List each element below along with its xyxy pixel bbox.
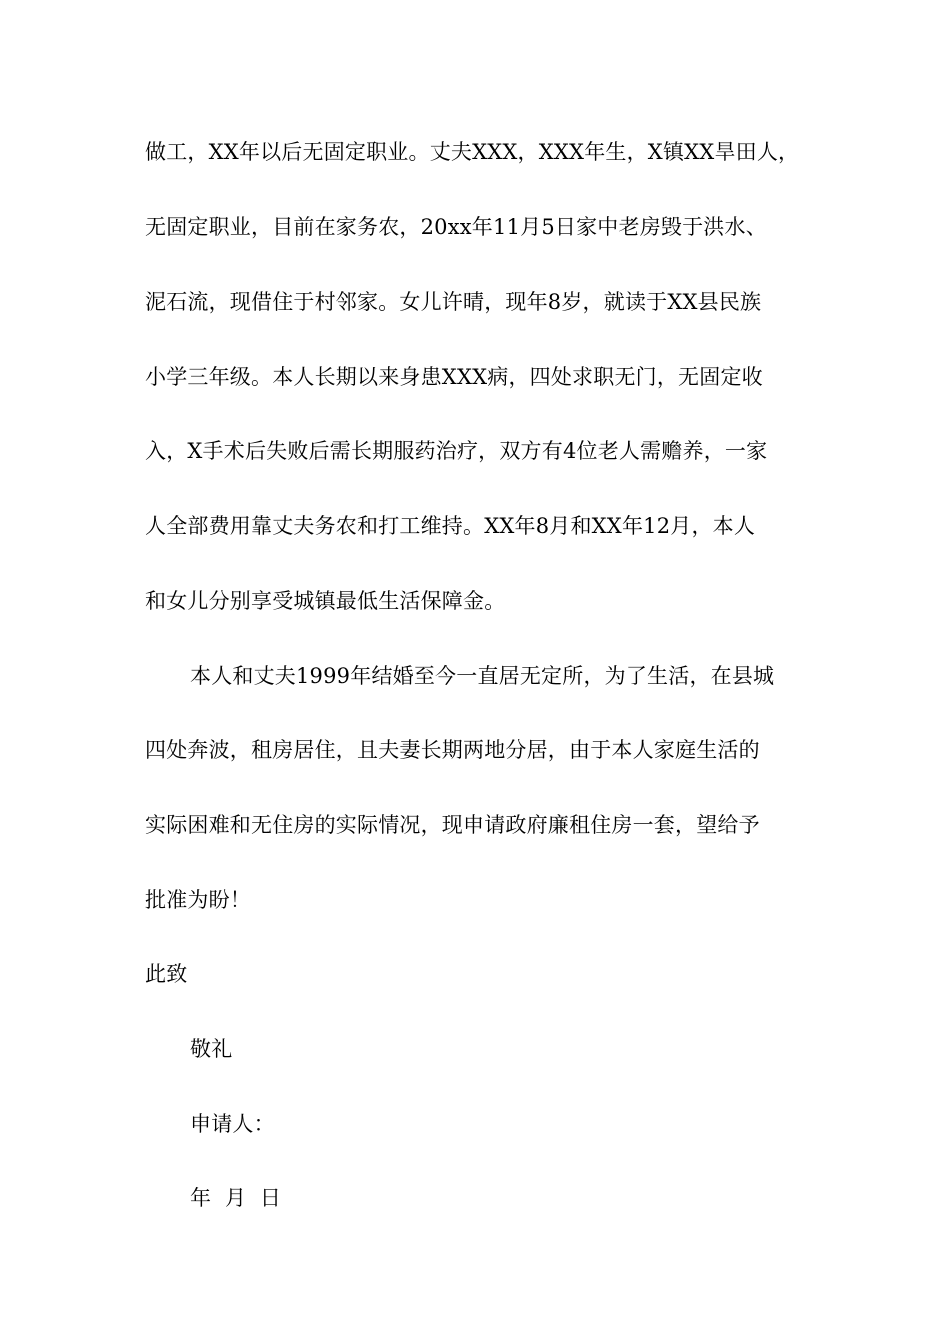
- paragraph-1-line-7: 和女儿分别享受城镇最低生活保障金。: [145, 589, 506, 613]
- paragraph-2-line-1: 本人和丈夫1999年结婚至今一直居无定所，为了生活，在县城: [190, 664, 775, 688]
- applicant-label: 申请人：: [190, 1112, 275, 1136]
- paragraph-1-line-6: 人全部费用靠丈夫务农和打工维持。XX年8月和XX年12月，本人: [145, 514, 756, 538]
- paragraph-2-line-3: 实际困难和无住房的实际情况，现申请政府廉租住房一套，望给予: [145, 813, 760, 837]
- paragraph-1-line-1: 做工，XX年以后无固定职业。丈夫XXX，XXX年生，X镇XX旱田人，: [145, 140, 800, 164]
- paragraph-1-line-3: 泥石流，现借住于村邻家。女儿许晴，现年8岁，就读于XX县民族: [145, 290, 762, 314]
- paragraph-1-line-4: 小学三年级。本人长期以来身患XXX病，四处求职无门，无固定收: [145, 365, 763, 389]
- paragraph-1-line-2: 无固定职业，目前在家务农，20xx年11月5日家中老房毁于洪水、: [145, 215, 767, 239]
- closing-text: 此致: [145, 962, 188, 986]
- paragraph-1-line-5: 入，X手术后失败后需长期服药治疗，双方有4位老人需赡养，一家: [145, 439, 768, 463]
- paragraph-2-line-4: 批准为盼！: [145, 888, 251, 912]
- salute-text: 敬礼: [190, 1037, 233, 1061]
- date-line: 年 月 日: [190, 1186, 282, 1210]
- paragraph-2-line-2: 四处奔波，租房居住，且夫妻长期两地分居，由于本人家庭生活的: [145, 738, 760, 762]
